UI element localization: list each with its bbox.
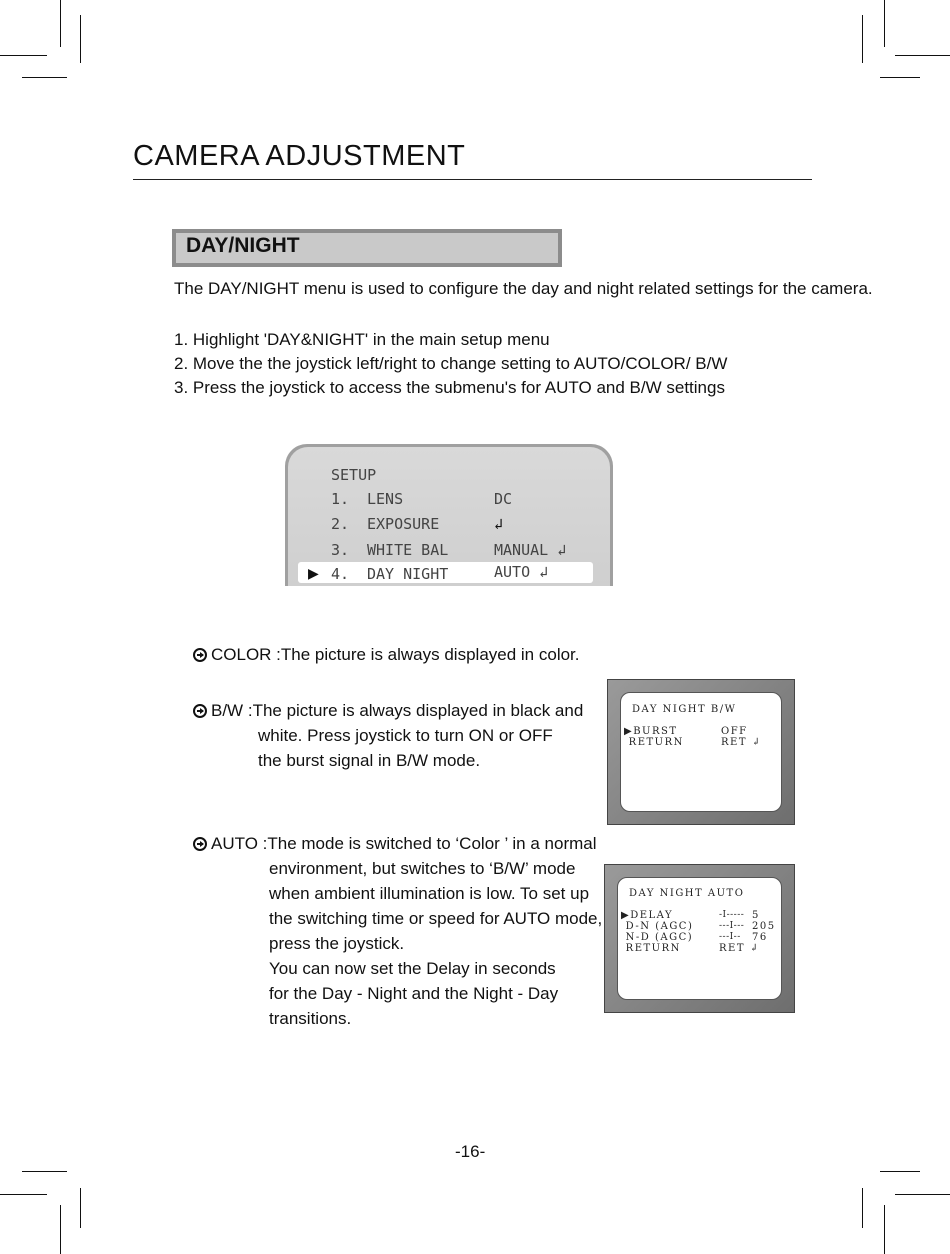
mode-text: the switching time or speed for AUTO mode, <box>269 909 603 928</box>
screen-row-label: N-D (AGC) <box>621 932 694 943</box>
mode-label: COLOR : <box>211 645 281 664</box>
section-header <box>172 229 562 267</box>
mode-text: press the joystick. <box>269 934 405 953</box>
menu-item-number: 3. <box>331 541 350 559</box>
mode-text: the burst signal in B/W mode. <box>258 751 481 770</box>
step-item: 2. Move the the joystick left/right to change setting to AUTO/COLOR/ B/W <box>174 354 728 373</box>
circle-arrow-icon <box>193 648 207 662</box>
screen-row-value: OFF <box>721 726 748 737</box>
screen-title: DAY NIGHT B/W <box>632 704 737 715</box>
mode-text: You can now set the Delay in seconds <box>269 959 556 978</box>
screen-row-bar: ---I-- <box>719 932 741 942</box>
screen-row-label: RETURN <box>621 943 681 954</box>
page-number: -16- <box>455 1142 486 1161</box>
mode-text: The picture is always displayed in black and <box>252 701 584 720</box>
screen-row-label: ▶BURST <box>624 726 678 737</box>
mode-text: when ambient illumination is low. To set up <box>269 884 590 903</box>
mode-text: The mode is switched to ‘Color ’ in a normal <box>267 834 597 853</box>
screen-row-label: D-N (AGC) <box>621 921 694 932</box>
bw-submenu-screen <box>607 679 795 825</box>
screen-row-value: 5 <box>752 910 760 921</box>
step-item: 1. Highlight 'DAY&NIGHT' in the main setup menu <box>174 330 550 349</box>
mode-color <box>193 642 580 667</box>
mode-text: The picture is always displayed in color. <box>280 645 580 664</box>
screen-row-value: 76 <box>752 932 768 943</box>
step-item: 3. Press the joystick to access the submenu's for AUTO and B/W settings <box>174 378 725 397</box>
mode-text: transitions. <box>269 1009 352 1028</box>
mode-text: environment, but switches to ‘B/W’ mode <box>269 859 576 878</box>
circle-arrow-icon <box>193 704 207 718</box>
screen-row-bar: RET ↲ <box>719 943 760 954</box>
mode-text: white. Press joystick to turn ON or OFF <box>258 726 553 745</box>
menu-item-value: ↲ <box>494 515 504 533</box>
mode-label: B/W : <box>211 701 253 720</box>
screen-row-value: 205 <box>752 921 776 932</box>
menu-item-number: 1. <box>331 490 350 508</box>
section-title: DAY/NIGHT <box>186 234 300 257</box>
mode-label: AUTO : <box>211 834 268 853</box>
menu-item-label: EXPOSURE <box>367 515 440 533</box>
screen-row-label: RETURN <box>624 737 684 748</box>
page-title: CAMERA ADJUSTMENT <box>133 140 466 172</box>
menu-item-value: MANUAL ↲ <box>494 541 567 559</box>
mode-text: for the Day - Night and the Night - Day <box>269 984 559 1003</box>
section-intro: The DAY/NIGHT menu is used to configure the day and night related settings for the camera. <box>174 279 873 298</box>
screen-title: DAY NIGHT AUTO <box>629 888 745 899</box>
mode-bw <box>193 698 583 723</box>
screen-row-label: ▶DELAY <box>621 910 674 921</box>
menu-item-label: DAY NIGHT <box>367 565 449 583</box>
mode-auto <box>193 831 597 856</box>
menu-item-value: AUTO ↲ <box>494 563 549 581</box>
setup-menu-title: SETUP <box>331 466 377 484</box>
menu-item-number: 2. <box>331 515 350 533</box>
screen-row-bar: -I----- <box>719 910 745 920</box>
screen-row-bar: ---I--- <box>719 921 745 931</box>
screen-row-value: RET ↲ <box>721 737 762 748</box>
selection-pointer-icon: ▶ <box>308 565 319 581</box>
menu-item-label: LENS <box>367 490 404 508</box>
menu-item-label: WHITE BAL <box>367 541 449 559</box>
title-divider <box>133 179 812 180</box>
circle-arrow-icon <box>193 837 207 851</box>
auto-submenu-screen <box>604 864 795 1013</box>
steps-list <box>174 328 727 400</box>
menu-item-number: 4. <box>331 565 350 583</box>
menu-item-value: DC <box>494 490 513 508</box>
